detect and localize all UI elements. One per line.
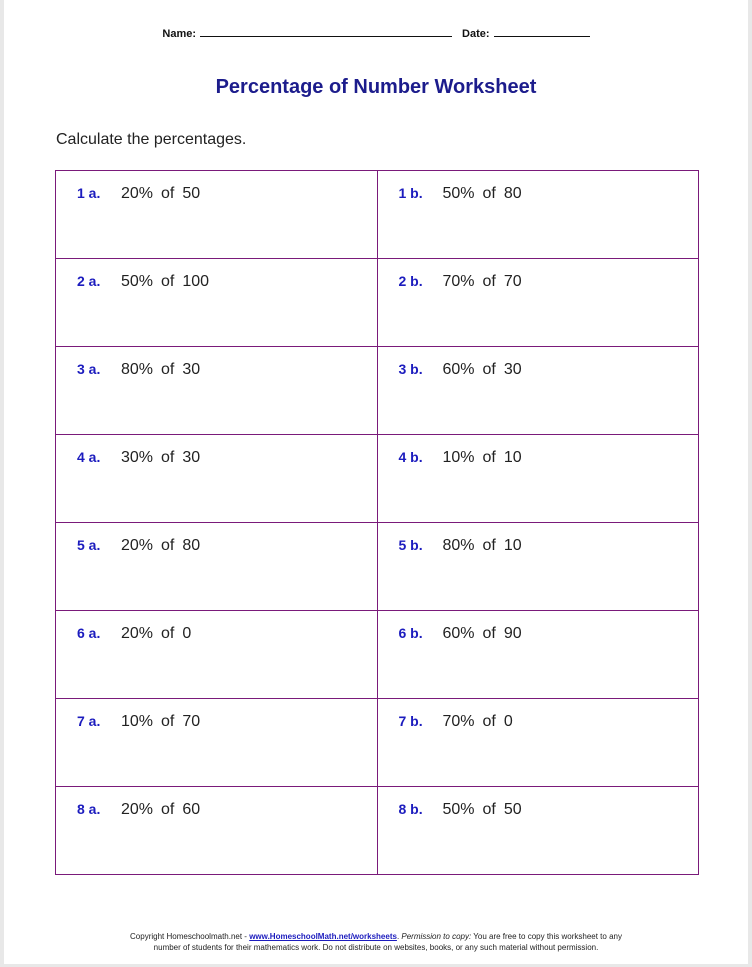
problem-of: of	[161, 449, 175, 466]
problem-percent: 10%	[442, 449, 475, 466]
problem-cell	[56, 435, 378, 523]
problem-of: of	[482, 537, 496, 554]
problem-row	[56, 611, 699, 699]
problem-percent: 50%	[442, 801, 475, 818]
problem-cell	[56, 523, 378, 611]
problem-cell	[377, 435, 699, 523]
worksheet-page	[4, 0, 748, 964]
problem	[56, 611, 377, 643]
problem-percent: 50%	[121, 273, 154, 290]
problem-row	[56, 699, 699, 787]
problem-label: 8 a.	[77, 801, 101, 817]
problem-percent: 80%	[442, 537, 475, 554]
problem-number: 0	[503, 713, 513, 730]
problem-label: 5 a.	[77, 537, 101, 553]
problem-cell	[56, 611, 378, 699]
problem	[56, 347, 377, 379]
problem-number: 30	[182, 449, 201, 466]
footer-permission-text: You are free to copy this worksheet to any	[471, 932, 622, 941]
problem-of: of	[161, 713, 175, 730]
problem-row	[56, 787, 699, 875]
problem-number: 70	[182, 713, 201, 730]
problem-label: 3 b.	[398, 361, 423, 377]
problem-number: 90	[503, 625, 522, 642]
problem-cell	[56, 347, 378, 435]
problem-percent: 80%	[121, 361, 154, 378]
problem-percent: 70%	[442, 713, 475, 730]
problem	[378, 259, 699, 291]
problem-of: of	[482, 185, 496, 202]
problem-of: of	[482, 801, 496, 818]
problem-cell	[377, 347, 699, 435]
problem-of: of	[482, 273, 496, 290]
footer-link[interactable]: www.HomeschoolMath.net/worksheets	[249, 932, 397, 941]
problem-cell	[377, 259, 699, 347]
problem-row	[56, 347, 699, 435]
problem-label: 2 a.	[77, 273, 101, 289]
footer-line-2: number of students for their mathematics work. Do not distribute on websites, books, or any such material without permission.	[153, 943, 599, 952]
problem-number: 10	[503, 449, 522, 466]
instructions: Calculate the percentages.	[56, 131, 247, 148]
problem	[56, 435, 377, 467]
problem-of: of	[161, 273, 175, 290]
copyright-footer	[4, 931, 748, 953]
problem	[56, 787, 377, 819]
date-blank	[494, 26, 590, 37]
problem-percent: 30%	[121, 449, 154, 466]
problem-cell	[377, 699, 699, 787]
problem-percent: 60%	[442, 361, 475, 378]
footer-sep: .	[396, 932, 402, 941]
problem-cell	[377, 611, 699, 699]
problem	[378, 699, 699, 731]
problem-number: 100	[182, 273, 210, 290]
problem-label: 6 b.	[398, 625, 423, 641]
problem-percent: 20%	[121, 801, 154, 818]
problem-percent: 70%	[442, 273, 475, 290]
problem	[378, 347, 699, 379]
problem-number: 60	[182, 801, 201, 818]
footer-permission-label: Permission to copy:	[401, 932, 472, 941]
problem-row	[56, 259, 699, 347]
problem-label: 7 b.	[398, 713, 423, 729]
problem-label: 6 a.	[77, 625, 101, 641]
problem-row	[56, 523, 699, 611]
problem-row	[56, 171, 699, 259]
footer-line-1	[4, 931, 748, 942]
date-label: Date:	[462, 28, 490, 40]
problem-cell	[377, 523, 699, 611]
problem-label: 8 b.	[398, 801, 423, 817]
problem-percent: 20%	[121, 625, 154, 642]
problem-number: 80	[503, 185, 522, 202]
problem-of: of	[482, 625, 496, 642]
problem-percent: 60%	[442, 625, 475, 642]
problem-percent: 20%	[121, 185, 154, 202]
problem-cell	[377, 787, 699, 875]
problem-label: 4 b.	[398, 449, 423, 465]
problem	[378, 435, 699, 467]
problem-grid	[55, 170, 699, 875]
problem	[378, 611, 699, 643]
problem-label: 3 a.	[77, 361, 101, 377]
problem-cell	[56, 699, 378, 787]
problem	[378, 787, 699, 819]
problem-percent: 20%	[121, 537, 154, 554]
problem-of: of	[482, 713, 496, 730]
problem	[56, 259, 377, 291]
problem-label: 7 a.	[77, 713, 101, 729]
problem-number: 10	[503, 537, 522, 554]
problem-number: 50	[503, 801, 522, 818]
problem-row	[56, 435, 699, 523]
problem-cell	[56, 171, 378, 259]
problem-percent: 50%	[442, 185, 475, 202]
problem-percent: 10%	[121, 713, 154, 730]
problem	[378, 171, 699, 203]
problem-number: 80	[182, 537, 201, 554]
footer-copyright: Copyright Homeschoolmath.net -	[130, 932, 250, 941]
name-label: Name:	[162, 28, 197, 40]
problem-of: of	[161, 185, 175, 202]
problem-of: of	[161, 625, 175, 642]
problem-number: 30	[503, 361, 522, 378]
problem-cell	[377, 171, 699, 259]
problem	[56, 699, 377, 731]
problem-number: 0	[182, 625, 192, 642]
name-date-line	[4, 26, 748, 40]
name-blank	[200, 26, 452, 37]
problem-of: of	[161, 361, 175, 378]
problem-label: 2 b.	[398, 273, 423, 289]
problem-of: of	[161, 537, 175, 554]
problem-label: 5 b.	[398, 537, 423, 553]
problem-of: of	[482, 361, 496, 378]
problem-number: 70	[503, 273, 522, 290]
problem	[56, 523, 377, 555]
problem-label: 1 a.	[77, 185, 101, 201]
problem-label: 1 b.	[398, 185, 423, 201]
problem-cell	[56, 259, 378, 347]
problem-number: 50	[182, 185, 201, 202]
problem-of: of	[161, 801, 175, 818]
problem	[56, 171, 377, 203]
problem-number: 30	[182, 361, 201, 378]
problem-cell	[56, 787, 378, 875]
worksheet-title: Percentage of Number Worksheet	[215, 76, 537, 98]
problem-of: of	[482, 449, 496, 466]
problem-label: 4 a.	[77, 449, 101, 465]
problem	[378, 523, 699, 555]
